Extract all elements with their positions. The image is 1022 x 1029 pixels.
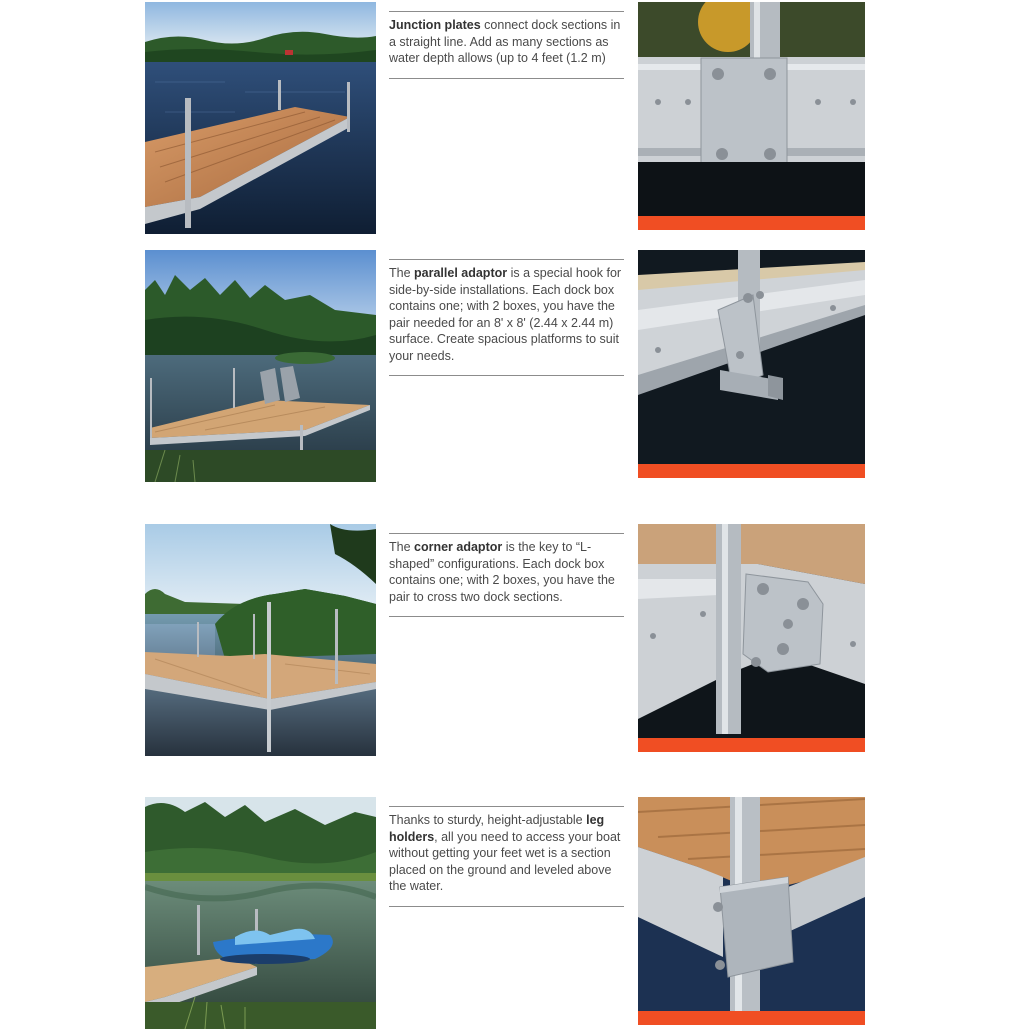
dock-straight-photo bbox=[145, 2, 376, 234]
feature-highlight: parallel adaptor bbox=[414, 266, 508, 280]
feature-description: The corner adaptor is the key to “L-shaped” configurations. Each dock box contains one; with 2 boxes, you have the pair to cross two dock sections. bbox=[389, 540, 615, 604]
feature-text bbox=[389, 259, 624, 376]
leg-holder-detail-photo bbox=[638, 797, 865, 1025]
feature-highlight: leg holders bbox=[389, 813, 605, 844]
feature-row-parallel-adaptor bbox=[145, 250, 865, 482]
dock-l-shaped-photo bbox=[145, 524, 376, 756]
feature-description: The parallel adaptor is a special hook for side-by-side installations. Each dock box contains one; with 2 boxes, you have the pair needed for an 8' x 8' (2.44 x 2.44 m) surface. Create spacious platforms to suit your needs. bbox=[389, 266, 622, 363]
accent-bar bbox=[638, 464, 865, 478]
feature-description: Thanks to sturdy, height-adjustable leg holders, all you need to access your boat without getting your feet wet is a section placed on the ground and leveled above the water. bbox=[389, 813, 621, 893]
parallel-adaptor-detail-photo bbox=[638, 250, 865, 478]
dock-platform-photo bbox=[145, 250, 376, 482]
feature-description: Junction plates connect dock sections in a straight line. Add as many sections as water depth allows (up to 4 feet (1.2 m) bbox=[389, 18, 621, 65]
feature-text bbox=[389, 11, 624, 79]
feature-text bbox=[389, 533, 624, 617]
feature-row-leg-holders bbox=[145, 797, 865, 1029]
feature-highlight: Junction plates bbox=[389, 18, 481, 32]
feature-highlight: corner adaptor bbox=[414, 540, 503, 554]
feature-row-corner-adaptor bbox=[145, 524, 865, 756]
feature-text bbox=[389, 806, 624, 907]
junction-plate-detail-photo bbox=[638, 2, 865, 230]
dock-pedal-boat-photo bbox=[145, 797, 376, 1029]
corner-adaptor-detail-photo bbox=[638, 524, 865, 752]
accent-bar bbox=[638, 1011, 865, 1025]
feature-row-junction-plates bbox=[145, 2, 865, 234]
accent-bar bbox=[638, 738, 865, 752]
accent-bar bbox=[638, 216, 865, 230]
